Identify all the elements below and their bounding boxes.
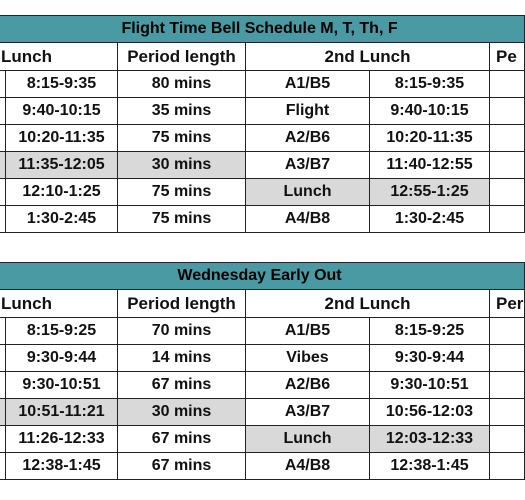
- next-cell: [490, 71, 525, 98]
- next-cell: [490, 318, 525, 345]
- length-cell: 75 mins: [118, 206, 246, 233]
- schedule-table-regular: [0, 15, 525, 233]
- length-cell: 30 mins: [118, 399, 246, 426]
- period-name-cell: Vibes: [246, 345, 370, 372]
- table-row: [0, 71, 525, 98]
- second-lunch-time-cell: 9:40-10:15: [370, 98, 490, 125]
- schedule-title: Flight Time Bell Schedule M, T, Th, F: [0, 16, 525, 43]
- next-cell: [490, 98, 525, 125]
- length-cell: 67 mins: [118, 426, 246, 453]
- period-name-cell: A4/B8: [246, 206, 370, 233]
- length-cell: 67 mins: [118, 453, 246, 480]
- lunch-time-cell: 8:15-9:25: [6, 318, 118, 345]
- next-cell: [490, 345, 525, 372]
- table-row: [0, 426, 525, 453]
- lunch-time-cell: 11:26-12:33: [6, 426, 118, 453]
- length-cell: 35 mins: [118, 98, 246, 125]
- second-lunch-time-cell: 12:03-12:33: [370, 426, 490, 453]
- table-row: [0, 125, 525, 152]
- period-name-cell: A2/B6: [246, 125, 370, 152]
- second-lunch-header: 2nd Lunch: [246, 43, 490, 71]
- second-lunch-time-cell: 8:15-9:25: [370, 318, 490, 345]
- lunch-time-cell: 12:38-1:45: [6, 453, 118, 480]
- period-name-cell: A3/B7: [246, 399, 370, 426]
- lunch-header: Lunch: [0, 290, 118, 318]
- second-lunch-time-cell: 11:40-12:55: [370, 152, 490, 179]
- period-name-cell: A1/B5: [246, 318, 370, 345]
- length-cell: 75 mins: [118, 179, 246, 206]
- table-row: [0, 318, 525, 345]
- second-lunch-time-cell: 12:38-1:45: [370, 453, 490, 480]
- period-name-cell: A3/B7: [246, 152, 370, 179]
- table-row: [0, 399, 525, 426]
- lunch-time-cell: 9:40-10:15: [6, 98, 118, 125]
- period-name-cell: Lunch: [246, 179, 370, 206]
- next-cell: [490, 399, 525, 426]
- next-cell: [490, 206, 525, 233]
- length-cell: 70 mins: [118, 318, 246, 345]
- next-cell: [490, 179, 525, 206]
- period-name-cell: Lunch: [246, 426, 370, 453]
- lunch-time-cell: 9:30-10:51: [6, 372, 118, 399]
- table-row: [0, 179, 525, 206]
- second-lunch-header: 2nd Lunch: [246, 290, 490, 318]
- second-lunch-time-cell: 1:30-2:45: [370, 206, 490, 233]
- table-row: [0, 453, 525, 480]
- lunch-time-cell: 1:30-2:45: [6, 206, 118, 233]
- lunch-time-cell: 12:10-1:25: [6, 179, 118, 206]
- second-lunch-time-cell: 8:15-9:35: [370, 71, 490, 98]
- period-name-cell: A4/B8: [246, 453, 370, 480]
- length-cell: 67 mins: [118, 372, 246, 399]
- table-row: [0, 345, 525, 372]
- next-cell: [490, 152, 525, 179]
- second-lunch-time-cell: 10:20-11:35: [370, 125, 490, 152]
- next-column-header: Per: [490, 290, 525, 318]
- period-name-cell: Flight: [246, 98, 370, 125]
- next-cell: [490, 125, 525, 152]
- second-lunch-time-cell: 9:30-10:51: [370, 372, 490, 399]
- schedule-table-wednesday: [0, 262, 525, 480]
- table-row: [0, 98, 525, 125]
- table-row: [0, 152, 525, 179]
- lunch-time-cell: 10:20-11:35: [6, 125, 118, 152]
- lunch-time-cell: 9:30-9:44: [6, 345, 118, 372]
- lunch-time-cell: 11:35-12:05: [6, 152, 118, 179]
- period-length-header: Period length: [118, 43, 246, 71]
- second-lunch-time-cell: 12:55-1:25: [370, 179, 490, 206]
- table-row: [0, 206, 525, 233]
- lunch-time-cell: 8:15-9:35: [6, 71, 118, 98]
- second-lunch-time-cell: 10:56-12:03: [370, 399, 490, 426]
- second-lunch-time-cell: 9:30-9:44: [370, 345, 490, 372]
- lunch-time-cell: 10:51-11:21: [6, 399, 118, 426]
- next-cell: [490, 453, 525, 480]
- length-cell: 30 mins: [118, 152, 246, 179]
- schedule-title: Wednesday Early Out: [0, 263, 525, 290]
- period-name-cell: A1/B5: [246, 71, 370, 98]
- period-length-header: Period length: [118, 290, 246, 318]
- length-cell: 80 mins: [118, 71, 246, 98]
- next-cell: [490, 426, 525, 453]
- table-row: [0, 372, 525, 399]
- next-column-header: Pe: [490, 43, 525, 71]
- length-cell: 75 mins: [118, 125, 246, 152]
- lunch-header: Lunch: [0, 43, 118, 71]
- period-name-cell: A2/B6: [246, 372, 370, 399]
- length-cell: 14 mins: [118, 345, 246, 372]
- next-cell: [490, 372, 525, 399]
